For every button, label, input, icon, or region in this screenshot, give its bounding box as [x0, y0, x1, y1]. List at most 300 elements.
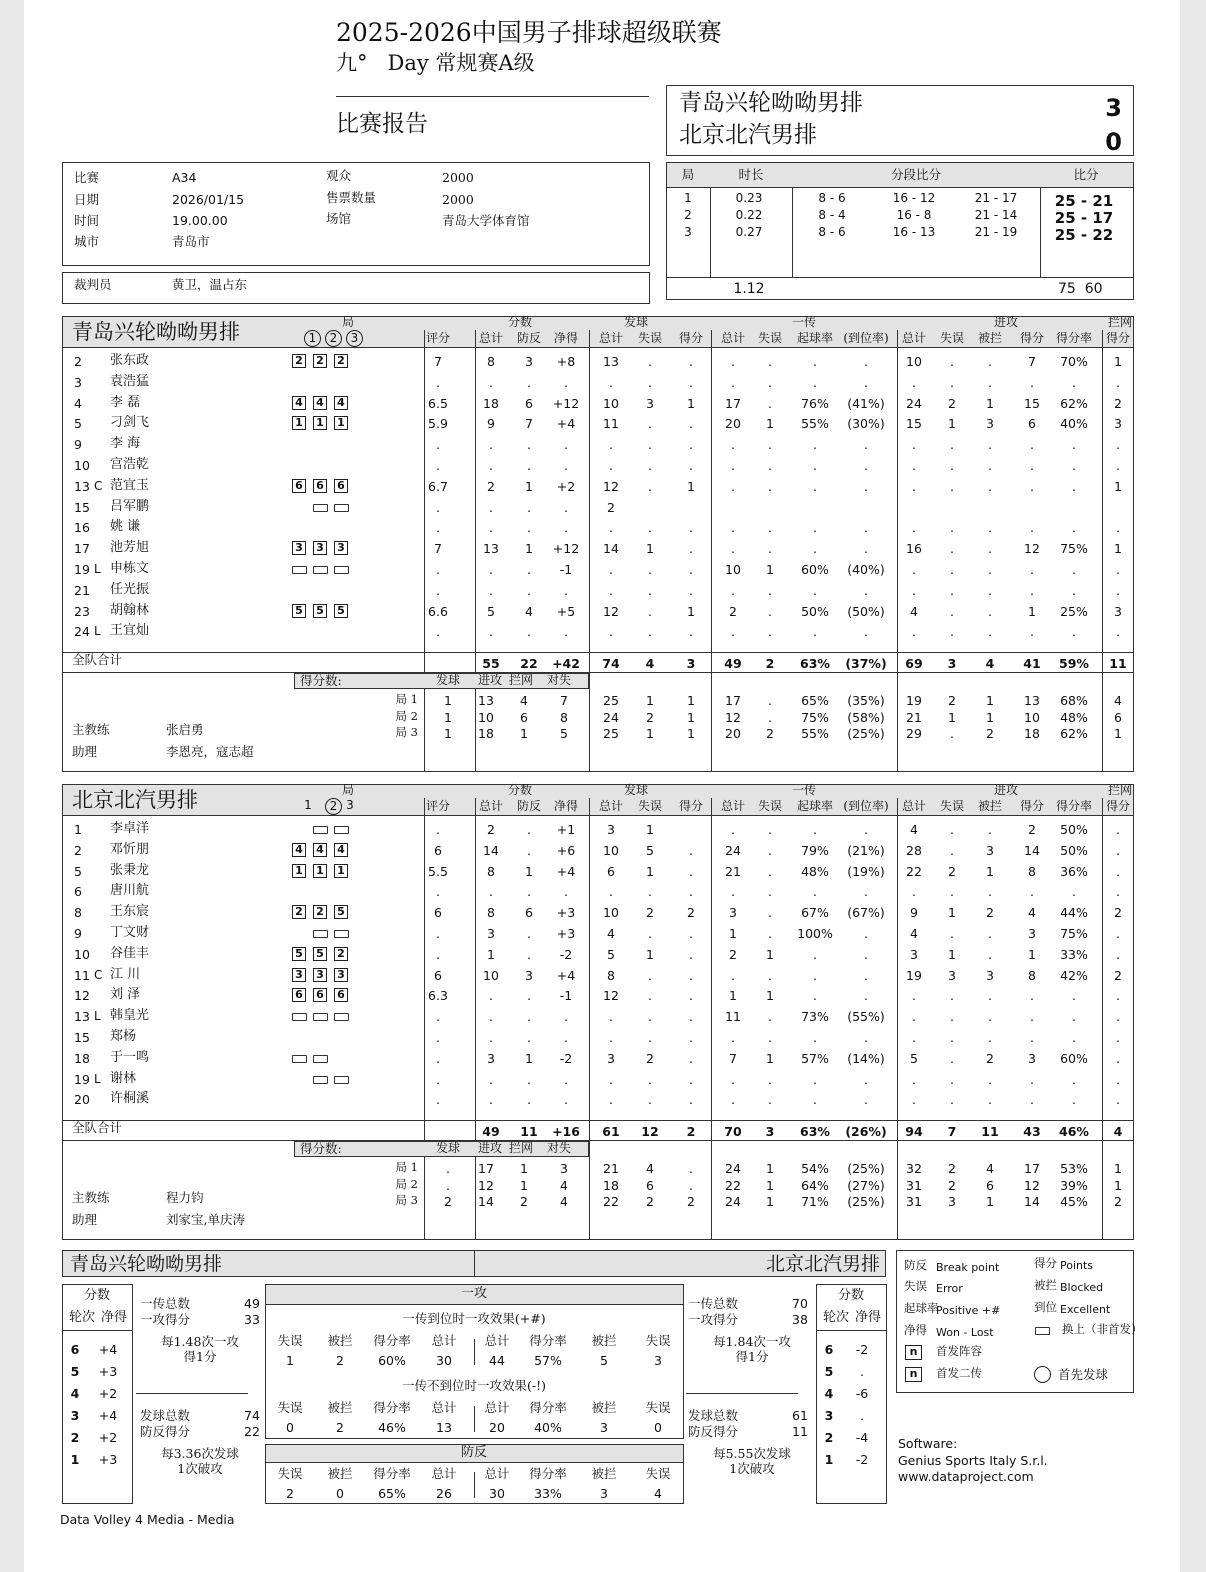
stat-sp: . [689, 624, 693, 640]
stat-r: . [436, 562, 440, 577]
stat-ap: 15 [1024, 395, 1040, 411]
stat-re: . [768, 541, 772, 557]
stat-sp: 1 [687, 478, 695, 494]
set-at: 32 [906, 1161, 922, 1176]
set-score: 25 - 21 [1054, 192, 1114, 210]
stat-se: 1 [646, 541, 654, 557]
stat-bk: . [1116, 1092, 1120, 1108]
stat-rt: 2 [729, 603, 737, 619]
col-group-header: 进攻 [993, 783, 1019, 797]
rotation-points: . [860, 1364, 864, 1379]
stat-sp: . [689, 1071, 693, 1087]
home-team-name: 青岛兴轮呦呦男排 [679, 90, 863, 116]
stat-rexc: (67%) [847, 905, 885, 921]
player-number: 21 [74, 582, 90, 598]
grid-value: 20 [489, 1420, 505, 1435]
set-attack: 14 [478, 1194, 494, 1209]
referee-names: 黄卫，温占东 [172, 277, 248, 292]
report-title: 比赛报告 [336, 111, 428, 137]
total-rt: 49 [724, 656, 742, 671]
set-sp: 1 [687, 709, 695, 725]
stat-at: . [912, 884, 916, 900]
stat-pt: 14 [483, 842, 499, 858]
grid-value: 4 [654, 1486, 662, 1501]
set-rt: 20 [725, 726, 741, 741]
stat-pt: . [489, 582, 493, 598]
grid-value: 30 [489, 1486, 505, 1501]
set-re: 1 [766, 1177, 774, 1193]
stat-pbp: 1 [525, 863, 533, 879]
grid-col-header: 被拦 [327, 1400, 353, 1415]
col-group-header: 一传 [791, 315, 817, 329]
starting-position: 4 [292, 843, 306, 857]
stat-ap: . [1030, 374, 1034, 390]
stat-st: 12 [603, 603, 619, 619]
head-coach: 张启勇 [166, 722, 204, 737]
stat-ae: . [950, 520, 954, 536]
stat-pwl: . [564, 1092, 568, 1108]
stat-r: 5.9 [428, 416, 448, 432]
stat-st: . [609, 1092, 613, 1108]
stat-apct: 60% [1060, 1050, 1088, 1066]
total-re: 3 [765, 1124, 775, 1139]
coach-label: 主教练 [72, 722, 110, 737]
set-ae: 2 [948, 1161, 956, 1176]
player-number: 5 [74, 416, 82, 432]
grid-col-header: 总计 [484, 1333, 510, 1348]
stat-at: . [912, 1071, 916, 1087]
stat-pwl: . [564, 1071, 568, 1087]
total-at: 69 [905, 656, 923, 671]
col-sub-header: 评分 [425, 799, 451, 813]
league-title: 2025-2026中国男子排球超级联赛 [336, 18, 722, 47]
stat-rt: 17 [725, 395, 741, 411]
player-name: 池芳旭 [110, 540, 150, 556]
stat-re: . [768, 437, 772, 453]
grid-value: 3 [600, 1486, 608, 1501]
stat-st: . [609, 520, 613, 536]
starting-position: 4 [292, 396, 306, 410]
set-st: 21 [603, 1161, 619, 1176]
set-attack: 12 [478, 1177, 494, 1193]
set-sp: 2 [687, 1194, 695, 1209]
stat-ap: 14 [1024, 842, 1040, 858]
stat-ap: 2 [1028, 822, 1036, 837]
grid-value: 65% [378, 1486, 406, 1501]
set-se: 1 [646, 693, 654, 708]
stat-ae: 2 [948, 863, 956, 879]
set-block: 1 [520, 1177, 528, 1193]
team-name: 北京北汽男排 [72, 788, 198, 812]
stat-at: 9 [910, 905, 918, 921]
total-apct: 59% [1059, 656, 1089, 671]
eff-label: 防反得分 [688, 1424, 739, 1439]
stat-rpos: 60% [801, 562, 829, 577]
set-block: 4 [520, 693, 528, 708]
player-name: 吕军鹏 [110, 498, 150, 514]
grid-col-header: 得分率 [529, 1333, 567, 1348]
stat-ab: . [988, 988, 992, 1004]
sideout-title: 一攻 [460, 1286, 488, 1301]
stat-rexc: . [864, 1092, 868, 1108]
stat-rpos: 79% [801, 842, 829, 858]
stat-ap: . [1030, 884, 1034, 900]
stat-apct: . [1072, 884, 1076, 900]
set-marker: 1 [304, 798, 312, 812]
grid-col-header: 失误 [277, 1400, 303, 1415]
stat-apct: . [1072, 624, 1076, 640]
starting-position: 6 [334, 988, 348, 1002]
grid-value: 2 [336, 1420, 344, 1435]
set-opp: 4 [560, 1194, 568, 1209]
set-at: 31 [906, 1177, 922, 1193]
stat-sp: . [689, 354, 693, 369]
info-value: 青岛市 [172, 234, 210, 249]
stat-ab: 1 [986, 863, 994, 879]
info-label: 售票数量 [326, 190, 377, 205]
stat-ap: 1 [1028, 603, 1036, 619]
col-sub-header: 防反 [516, 799, 542, 813]
stat-rexc: (14%) [847, 1050, 885, 1066]
set-ap: 18 [1024, 726, 1040, 741]
set-partial: 8 - 4 [818, 208, 846, 222]
stat-apct: 40% [1060, 416, 1088, 432]
starting-position: 1 [313, 416, 327, 430]
legend-sub: 换上（非首发） [1062, 1322, 1143, 1336]
stat-ae: 2 [948, 395, 956, 411]
eff-value: 61 [792, 1408, 808, 1423]
stat-st: . [609, 562, 613, 577]
set-ap: 13 [1024, 693, 1040, 708]
stat-st: 4 [607, 926, 615, 941]
grid-value: 1 [286, 1353, 294, 1368]
set-re: 1 [766, 1194, 774, 1209]
set-re: . [768, 709, 772, 725]
set-block: 6 [520, 709, 528, 725]
set-marker: 3 [346, 798, 354, 812]
stat-pbp: . [527, 988, 531, 1004]
stat-apct: . [1072, 1009, 1076, 1025]
player-name: 邓忻朋 [110, 841, 150, 857]
player-name: 谢林 [110, 1070, 137, 1086]
stat-pbp: . [527, 1092, 531, 1108]
total-ap: 43 [1023, 1124, 1041, 1139]
set-at: 31 [906, 1194, 922, 1209]
rotation-points: +4 [98, 1408, 118, 1423]
player-number: 8 [74, 905, 82, 921]
stat-rt: . [731, 967, 735, 983]
stat-se: . [648, 437, 652, 453]
stat-pwl: +3 [556, 905, 576, 921]
stat-rpos: 73% [801, 1009, 829, 1025]
stat-pbp: . [527, 1030, 531, 1045]
eff-note: 每5.55次发球 [713, 1446, 791, 1461]
set-rt: 22 [725, 1177, 741, 1193]
col-sub-header: 被拦 [977, 799, 1003, 813]
stat-ae: . [950, 478, 954, 494]
stat-rt: . [731, 354, 735, 369]
player-role: C [94, 967, 103, 982]
stat-ap: 3 [1028, 1050, 1036, 1066]
set-bk: 4 [1114, 693, 1122, 708]
stat-apct: . [1072, 374, 1076, 390]
set-rexc: (58%) [847, 709, 885, 725]
stat-pt: . [489, 1071, 493, 1087]
legend-key: 到位 [1034, 1300, 1057, 1314]
stat-pt: 8 [487, 354, 495, 369]
stat-ab: . [988, 884, 992, 900]
stat-se: . [648, 562, 652, 577]
stat-rt: 11 [725, 1009, 741, 1025]
starting-position: 4 [313, 396, 327, 410]
col-sub-header: 得分率 [1055, 799, 1093, 813]
col-sub-header: 总计 [478, 799, 504, 813]
col-partials: 分段比分 [890, 167, 942, 182]
total-sp: 2 [686, 1124, 696, 1139]
stat-pt: 5 [487, 603, 495, 619]
player-name: 胡翰林 [110, 602, 150, 618]
total-bk: 11 [1109, 656, 1127, 671]
stat-rt: . [731, 582, 735, 598]
player-number: 18 [74, 1050, 90, 1066]
starting-position: 1 [292, 864, 306, 878]
set-apct: 68% [1060, 693, 1088, 708]
stat-rexc: . [864, 822, 868, 837]
stat-rt: . [731, 1092, 735, 1108]
stat-bk: . [1116, 1030, 1120, 1045]
total-re: 2 [765, 656, 775, 671]
stat-ab: . [988, 520, 992, 536]
set-rpos: 65% [801, 693, 829, 708]
stat-apct: . [1072, 562, 1076, 577]
stat-pwl: -1 [559, 562, 573, 577]
stat-rpos: . [813, 541, 817, 557]
set-duration: 0.23 [735, 191, 763, 205]
grid-value: 0 [286, 1420, 294, 1435]
player-name: 江 川 [110, 966, 141, 982]
pos-title: 一传到位时一攻效果(+#) [402, 1311, 546, 1326]
starting-position: 1 [292, 416, 306, 430]
stat-pbp: . [527, 458, 531, 473]
stat-rpos: 50% [801, 603, 829, 619]
stat-ab: . [988, 624, 992, 640]
total-rpos: 63% [800, 1124, 830, 1139]
stat-rexc: (21%) [847, 842, 885, 858]
total-rpos: 63% [800, 656, 830, 671]
player-role: L [94, 562, 101, 576]
col-group-header: 一传 [791, 783, 817, 797]
stat-r: . [436, 1050, 440, 1066]
stat-rt: . [731, 822, 735, 837]
player-name: 刘 泽 [110, 987, 141, 1003]
stat-ae: . [950, 437, 954, 453]
stat-sp: . [689, 582, 693, 598]
stat-rpos: 76% [801, 395, 829, 411]
total-rexc: (26%) [845, 1124, 887, 1139]
stat-rexc: . [864, 374, 868, 390]
stat-pt: . [489, 624, 493, 640]
stat-at: 4 [910, 822, 918, 837]
col-sub-header: 得分 [678, 331, 704, 345]
col-sub-header: 被拦 [977, 331, 1003, 345]
stat-at: . [912, 562, 916, 577]
player-number: 15 [74, 499, 90, 515]
stat-rpos: . [813, 822, 817, 837]
player-number: 5 [74, 863, 82, 879]
total-at: 94 [905, 1124, 923, 1139]
stat-se: . [648, 478, 652, 494]
stat-rpos: 57% [801, 1050, 829, 1066]
legend-key: 得分 [1034, 1256, 1057, 1270]
set-at: 21 [906, 709, 922, 725]
rotation-number: 6 [70, 1342, 80, 1357]
player-name: 谷佳丰 [110, 945, 150, 961]
legend-first-serve: 首先发球 [1058, 1367, 1109, 1382]
stat-rexc: . [864, 354, 868, 369]
stat-r: 6.5 [428, 395, 448, 411]
stat-st: 6 [607, 863, 615, 879]
total-se: 4 [645, 656, 655, 671]
starting-position: 4 [313, 843, 327, 857]
stat-ab: 3 [986, 967, 994, 983]
set-rexc: (35%) [847, 693, 885, 708]
set-row-label: 局 2 [395, 708, 418, 723]
stat-r: 7 [434, 354, 442, 369]
rotation-col: 轮次 [68, 1310, 96, 1325]
stat-apct: . [1072, 478, 1076, 494]
stat-sp: 1 [687, 603, 695, 619]
stat-pwl: . [564, 1009, 568, 1025]
stat-pt: 2 [487, 822, 495, 837]
set-rpos: 75% [801, 709, 829, 725]
stat-bk: 3 [1114, 416, 1122, 432]
eff-label: 发球总数 [140, 1408, 191, 1423]
stat-at: . [912, 520, 916, 536]
stat-rpos: 67% [801, 905, 829, 921]
rotation-number: 2 [824, 1430, 834, 1445]
rotation-points: . [860, 1408, 864, 1423]
grid-col-header: 总计 [484, 1466, 510, 1481]
stat-se: . [648, 884, 652, 900]
stat-ae: . [950, 1050, 954, 1066]
eff-note: 每1.84次一攻 [713, 1334, 791, 1349]
head-coach: 程力钧 [166, 1190, 204, 1205]
set-attack: 13 [478, 693, 494, 708]
stat-rexc: . [864, 946, 868, 962]
grid-col-header: 被拦 [327, 1333, 353, 1348]
stat-ap: . [1030, 582, 1034, 598]
player-number: 10 [74, 946, 90, 962]
col-group-header: 进攻 [993, 315, 1019, 329]
rotation-col: 轮次 [822, 1310, 850, 1325]
assistants: 李恩亮，寇志超 [166, 744, 254, 759]
stat-pt: . [489, 374, 493, 390]
stat-se: . [648, 416, 652, 432]
stat-ap: . [1030, 520, 1034, 536]
stat-sp: . [689, 1009, 693, 1025]
starting-lineup-marker: n [905, 1345, 922, 1360]
stat-sp: . [689, 416, 693, 432]
set-ab: 6 [986, 1177, 994, 1193]
first-serve-circle-icon [1034, 1366, 1051, 1383]
stat-pbp: 1 [525, 478, 533, 494]
total-pbp: 11 [520, 1124, 538, 1139]
player-name: 于一鸣 [110, 1049, 150, 1065]
scoring-serve: 发球 [435, 1141, 461, 1155]
col-group-header: 拦网 [1107, 783, 1133, 797]
stat-st: . [609, 582, 613, 598]
stat-ae: 3 [948, 967, 956, 983]
stat-ab: . [988, 374, 992, 390]
set-number: 1 [684, 191, 692, 205]
set-ab: 2 [986, 726, 994, 741]
player-name: 李卓洋 [110, 821, 150, 836]
stat-rexc: . [864, 458, 868, 473]
stat-st: . [609, 458, 613, 473]
away-sets-won: 0 [1105, 128, 1122, 156]
stat-ap: . [1030, 437, 1034, 453]
total-se: 12 [641, 1124, 659, 1139]
team-stats-table [62, 784, 1134, 1240]
set-row-label: 局 1 [395, 692, 418, 706]
stat-ap: . [1030, 1071, 1034, 1087]
stat-sp: . [689, 541, 693, 557]
col-sub-header: 总计 [478, 331, 504, 345]
set-row-label: 局 2 [395, 1176, 418, 1191]
total-pbp: 22 [520, 656, 538, 671]
set-partial: 21 - 17 [974, 191, 1018, 205]
stat-rpos: . [813, 1071, 817, 1087]
stat-ap: . [1030, 562, 1034, 577]
player-name: 任光振 [110, 581, 150, 597]
stat-r: . [436, 1009, 440, 1025]
stat-at: 5 [910, 1050, 918, 1066]
stat-sp: . [689, 988, 693, 1004]
grid-value: 57% [534, 1353, 562, 1368]
stat-pbp: . [527, 499, 531, 515]
stat-sp: . [689, 562, 693, 577]
stat-pt: 18 [483, 395, 499, 411]
stat-ae: . [950, 1092, 954, 1108]
stat-rt: . [731, 541, 735, 557]
stat-bk: 2 [1114, 395, 1122, 411]
stat-ae: . [950, 374, 954, 390]
stat-pbp: . [527, 624, 531, 640]
eff-label: 发球总数 [688, 1408, 739, 1423]
stat-ab: 2 [986, 905, 994, 921]
player-name: 王东宸 [110, 904, 150, 920]
stat-ae: . [950, 926, 954, 941]
col-sub-header: 得分 [1019, 331, 1045, 345]
stat-re: . [768, 458, 772, 473]
eff-label: 防反得分 [140, 1424, 191, 1439]
legend-desc: Break point [936, 1261, 1000, 1274]
set-st: 25 [603, 726, 619, 741]
set-st: 22 [603, 1194, 619, 1209]
set-se: 6 [646, 1177, 654, 1193]
substitute-marker [292, 1055, 307, 1063]
set-block: 1 [520, 1161, 528, 1176]
player-number: 20 [74, 1092, 90, 1108]
player-name: 范宜玉 [110, 477, 150, 493]
player-name: 姚 谦 [110, 519, 141, 535]
set-serve: . [446, 1177, 450, 1193]
stat-ab: . [988, 1030, 992, 1045]
summary-home-name: 青岛兴轮呦呦男排 [70, 1253, 223, 1275]
stat-rpos: . [813, 967, 817, 983]
stat-r: 6 [434, 967, 442, 983]
stat-rexc: (50%) [847, 603, 885, 619]
